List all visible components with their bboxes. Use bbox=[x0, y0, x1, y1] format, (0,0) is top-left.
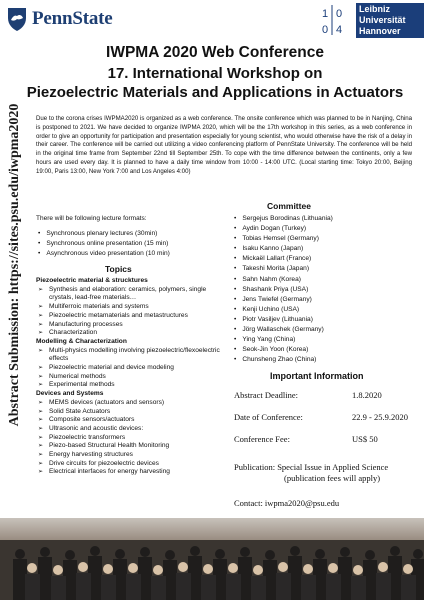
committee-list bbox=[234, 214, 333, 365]
title-block bbox=[20, 44, 410, 102]
luh-mark-digit-3: 0 bbox=[322, 24, 329, 36]
formats-intro: There will be following lecture formats: bbox=[36, 215, 147, 222]
topic-item: ➢ Piezo-based Structural Health Monitoring bbox=[36, 442, 226, 451]
topics-list bbox=[36, 277, 226, 477]
luh-line-3: Hannover bbox=[359, 26, 401, 36]
committee-member: • Takeshi Morita (Japan) bbox=[234, 264, 333, 274]
committee-member: • Sergejus Borodinas (Lithuania) bbox=[234, 214, 333, 224]
topic-item: ➢ Piezoelectric metamaterials and metastructures bbox=[36, 312, 226, 321]
topic-item: ➢ Piezoelectric transformers bbox=[36, 434, 226, 443]
committee-member: • Piotr Vasiljev (Lithuania) bbox=[234, 315, 333, 325]
luh-mark-digit-1: 1 bbox=[322, 8, 329, 20]
luh-logo bbox=[258, 0, 424, 40]
contact-email[interactable]: Contact: iwpma2020@psu.edu bbox=[234, 498, 340, 508]
committee-member: • Sahn Nahm (Korea) bbox=[234, 275, 333, 285]
abstract-submission-sidebar bbox=[4, 70, 26, 460]
topic-item: ➢ Synthesis and elaboration: ceramics, polymers, single crystals, lead-free materials… bbox=[36, 286, 226, 303]
topic-item: ➢ Multiferroic materials and systems bbox=[36, 303, 226, 312]
committee-member: • Kenji Uchino (USA) bbox=[234, 305, 333, 315]
topic-item: ➢ Energy harvesting structures bbox=[36, 451, 226, 460]
pennstate-shield-icon bbox=[6, 6, 28, 32]
topic-item: ➢ Electrical interfaces for energy harvesting bbox=[36, 468, 226, 477]
header bbox=[0, 0, 424, 40]
pennstate-logo bbox=[6, 6, 113, 32]
info-value: US$ 50 bbox=[352, 434, 378, 444]
topics-heading: Topics bbox=[105, 264, 132, 274]
formats-list bbox=[36, 229, 170, 259]
group-photo bbox=[0, 518, 424, 600]
committee-member: • Jens Twiefel (Germany) bbox=[234, 295, 333, 305]
info-value: 1.8.2020 bbox=[352, 390, 382, 400]
topic-item: ➢ Ultrasonic and acoustic devices: bbox=[36, 425, 226, 434]
topic-item: ➢ Numerical methods bbox=[36, 373, 226, 382]
committee-member: • Chunsheng Zhao (China) bbox=[234, 355, 333, 365]
info-row-deadline bbox=[234, 390, 414, 412]
info-label: Date of Conference: bbox=[234, 412, 303, 422]
committee-member: • Ying Yang (China) bbox=[234, 335, 333, 345]
committee-member: • Isaku Kanno (Japan) bbox=[234, 244, 333, 254]
workshop-title: 17. International Workshop on bbox=[107, 65, 323, 82]
topic-item: ➢ Composite sensors/actuators bbox=[36, 416, 226, 425]
topic-group-heading: Devices and Systems bbox=[36, 390, 104, 398]
topic-item: ➢ Multi-physics modelling involving piezoelectric/flexoelectric effects bbox=[36, 347, 226, 364]
topic-item: ➢ Experimental methods bbox=[36, 381, 226, 390]
luh-mark-icon bbox=[318, 3, 352, 37]
intro-paragraph: Due to the corona crises IWPMA2020 is organized as a web conference. The onsite conference which was planned to be in Nanjing, China is postponed to 2021. We have decided to organize IWPMA 2020, which will be the 17th workshop in this series, as a web conference in order to give an opportunity for participation and presentation especially for young scientist, who would otherwise have the risk of a delay in their career. The conference will be carried out utilizing a video conferencing platform of PennState University. The conference will be held in the original time frame from September 22nd till September 25th. To cope with the time difference between the continents, only a few hours are used every day. It is planned to have a daily time window from 10:00 - 14:00 UTC. (Local starting time: Tokyo 20:00, Beijing 19:00, Paris 13:00, New York 7:00 and Los Angeles 4:00) bbox=[36, 115, 412, 175]
luh-line-1: Leibniz bbox=[359, 4, 390, 14]
luh-mark-digit-4: 4 bbox=[336, 24, 343, 36]
info-label: Abstract Deadline: bbox=[234, 390, 298, 400]
info-row-fee bbox=[234, 434, 414, 456]
luh-line-2: Universität bbox=[359, 15, 406, 25]
topic-item: ➢ Drive circuits for piezoelectric devices bbox=[36, 460, 226, 469]
luh-wordmark bbox=[356, 3, 424, 38]
committee-heading: Committee bbox=[267, 201, 311, 211]
format-item: • Synchronous online presentation (15 min) bbox=[36, 239, 170, 249]
topic-item: ➢ Manufacturing processes bbox=[36, 321, 226, 330]
publication-line-1: Publication: Special Issue in Applied Science bbox=[234, 462, 389, 472]
committee-member: • Tobias Hemsel (Germany) bbox=[234, 234, 333, 244]
publication-note bbox=[234, 462, 419, 484]
committee-member: • Seok-Jin Yoon (Korea) bbox=[234, 345, 333, 355]
topic-group-heading: Modelling & Characterization bbox=[36, 337, 127, 345]
format-item: • Synchronous plenary lectures (30min) bbox=[36, 229, 170, 239]
committee-member: • Shashank Priya (USA) bbox=[234, 285, 333, 295]
topic-item: ➢ Piezoelectric material and device modeling bbox=[36, 364, 226, 373]
conference-title: IWPMA 2020 Web Conference bbox=[106, 44, 324, 61]
publication-line-2: (publication fees will apply) bbox=[284, 473, 381, 483]
committee-member: • Aydin Dogan (Turkey) bbox=[234, 224, 333, 234]
topic-item: ➢ Characterization bbox=[36, 329, 226, 338]
committee-member: • Jörg Wallaschek (Germany) bbox=[234, 325, 333, 335]
topic-item: ➢ Solid State Actuators bbox=[36, 408, 226, 417]
luh-mark-digit-2: 0 bbox=[336, 8, 343, 20]
group-photo-image bbox=[0, 540, 424, 600]
topic-group-heading: Piezoelectric material & strucktures bbox=[36, 277, 148, 284]
format-item: • Asynchronous video presentation (10 min) bbox=[36, 249, 170, 259]
topic-item: ➢ MEMS devices (actuators and sensors) bbox=[36, 399, 226, 408]
abstract-submission-text[interactable]: Abstract Submission: https://sites.psu.edu/iwpma2020 bbox=[7, 103, 22, 427]
pennstate-wordmark: PennState bbox=[32, 8, 113, 29]
info-value: 22.9 - 25.9.2020 bbox=[352, 412, 408, 422]
workshop-subtitle: Piezoelectric Materials and Applications in Actuators bbox=[26, 84, 404, 101]
info-label: Conference Fee: bbox=[234, 434, 290, 444]
important-info-heading: Important Information bbox=[270, 371, 364, 381]
important-info-table bbox=[234, 390, 414, 456]
info-row-date bbox=[234, 412, 414, 434]
committee-member: • Mickaël Lallart (France) bbox=[234, 254, 333, 264]
